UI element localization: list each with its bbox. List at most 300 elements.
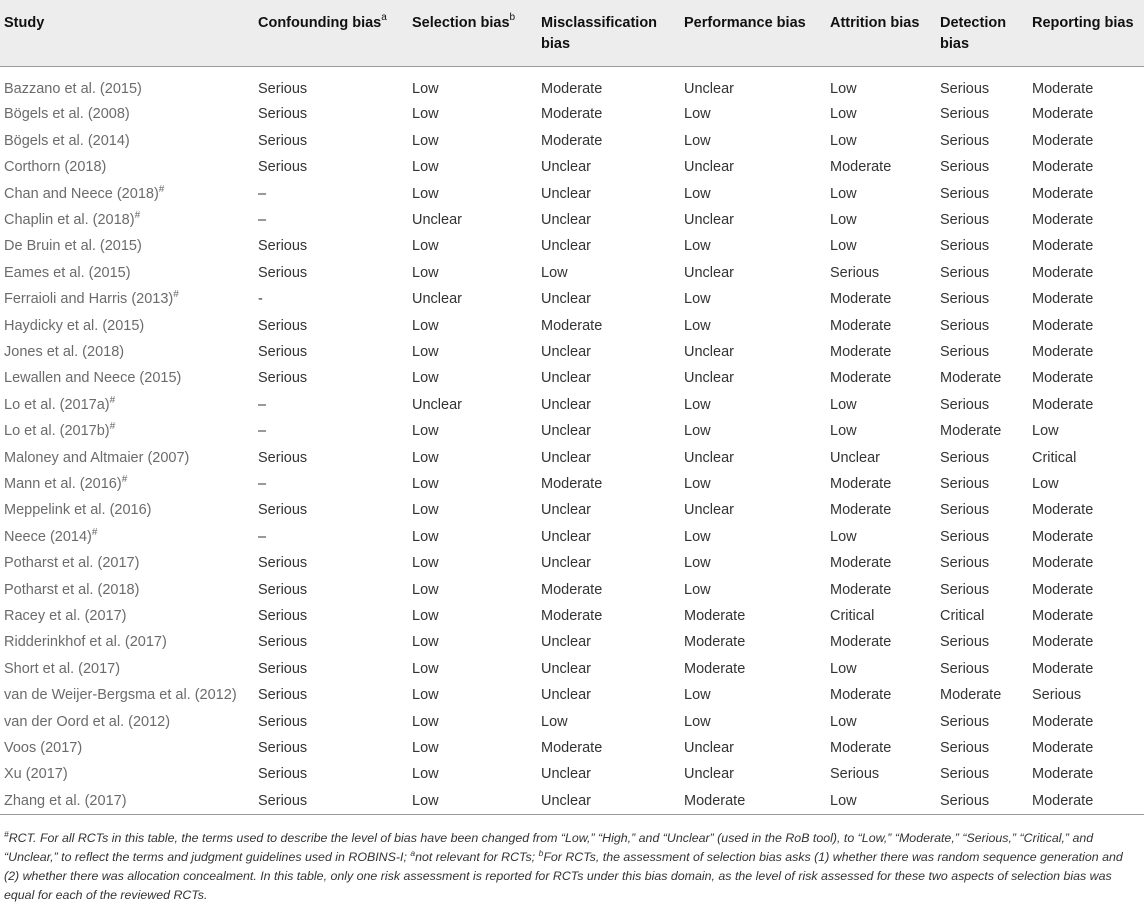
column-header-label: Misclassification bias bbox=[541, 15, 658, 52]
bias-rating-cell: Low bbox=[412, 476, 439, 492]
study-name: Bögels et al. (2014) bbox=[4, 132, 130, 149]
column-header bbox=[4, 13, 254, 34]
table-bottom-rule bbox=[0, 814, 1144, 815]
bias-rating-cell: Serious bbox=[940, 713, 990, 730]
table-row bbox=[0, 497, 1144, 523]
table-row bbox=[0, 682, 1144, 708]
column-header-label: Performance bias bbox=[684, 15, 806, 31]
bias-rating-cell: Unclear bbox=[412, 396, 462, 413]
bias-rating-cell: Serious bbox=[258, 581, 308, 598]
bias-rating-cell: Unclear bbox=[541, 634, 591, 651]
study-cell bbox=[4, 735, 82, 761]
bias-rating-cell: Low bbox=[684, 317, 711, 334]
study-name: Potharst et al. (2018) bbox=[4, 581, 140, 598]
bias-rating-cell: Unclear bbox=[541, 212, 591, 228]
bias-rating-cell: Moderate bbox=[830, 687, 892, 704]
table-row bbox=[0, 181, 1144, 207]
bias-rating-cell: Moderate bbox=[541, 106, 603, 123]
bias-rating-cell: Serious bbox=[258, 660, 308, 677]
study-cell bbox=[4, 603, 127, 629]
table-row bbox=[0, 154, 1144, 180]
study-name: Short et al. (2017) bbox=[4, 660, 121, 677]
table-header bbox=[0, 0, 1144, 66]
study-cell bbox=[4, 471, 127, 497]
bias-rating-cell: Low bbox=[412, 766, 439, 783]
bias-rating-cell: Critical bbox=[940, 608, 985, 624]
bias-rating-cell: Low bbox=[412, 608, 439, 624]
study-cell bbox=[4, 76, 142, 102]
bias-rating-cell: Moderate bbox=[684, 608, 746, 624]
bias-rating-cell: Moderate bbox=[1032, 792, 1094, 809]
bias-rating-cell: Moderate bbox=[684, 660, 746, 677]
bias-rating-cell: Serious bbox=[940, 449, 990, 466]
study-name: Mann et al. (2016) bbox=[4, 476, 122, 492]
bias-rating-cell: Moderate bbox=[541, 81, 603, 97]
table-row bbox=[0, 313, 1144, 339]
bias-rating-cell: Moderate bbox=[830, 634, 892, 651]
bias-rating-cell: Serious bbox=[258, 81, 308, 97]
bias-rating-cell: Serious bbox=[940, 766, 990, 783]
bias-rating-cell: Moderate bbox=[1032, 106, 1094, 123]
study-cell bbox=[4, 524, 97, 550]
footnote-mark-a: a bbox=[410, 847, 416, 858]
rct-mark: # bbox=[109, 394, 116, 406]
bias-rating-cell: Low bbox=[684, 581, 711, 598]
column-header-label: Confounding bias bbox=[258, 15, 382, 31]
table-row bbox=[0, 286, 1144, 312]
study-cell bbox=[4, 629, 167, 655]
rct-mark: # bbox=[134, 210, 141, 222]
bias-rating-cell: Moderate bbox=[1032, 185, 1094, 202]
bias-rating-cell: Moderate bbox=[1032, 713, 1094, 730]
bias-rating-cell: Low bbox=[830, 132, 857, 149]
study-name: Eames et al. (2015) bbox=[4, 264, 131, 281]
table-row bbox=[0, 418, 1144, 444]
bias-rating-cell: Serious bbox=[940, 238, 990, 255]
bias-rating-cell: Serious bbox=[830, 766, 880, 783]
study-name: Chaplin et al. (2018) bbox=[4, 212, 135, 228]
footnote-mark-hash: # bbox=[4, 828, 9, 839]
bias-rating-cell: Unclear bbox=[541, 502, 591, 519]
bias-rating-cell: Unclear bbox=[684, 212, 734, 228]
study-cell bbox=[4, 154, 106, 180]
study-cell bbox=[4, 656, 120, 682]
bias-rating-cell: Low bbox=[412, 687, 439, 704]
bias-rating-cell: Serious bbox=[258, 687, 308, 704]
bias-rating-cell: Low bbox=[412, 423, 439, 440]
bias-rating-cell: Moderate bbox=[1032, 132, 1094, 149]
study-cell bbox=[4, 233, 142, 259]
bias-rating-cell: Serious bbox=[940, 502, 990, 519]
table-row bbox=[0, 101, 1144, 127]
bias-rating-cell: Serious bbox=[940, 132, 990, 149]
rct-mark: # bbox=[173, 289, 179, 301]
column-header-footnote-mark: a bbox=[381, 12, 387, 24]
bias-rating-cell: Serious bbox=[258, 555, 308, 572]
rct-mark: # bbox=[109, 421, 116, 433]
bias-rating-cell: Serious bbox=[940, 106, 990, 123]
bias-rating-cell: Serious bbox=[940, 660, 990, 677]
bias-rating-cell: Serious bbox=[258, 238, 308, 255]
table-row bbox=[0, 656, 1144, 682]
table-row bbox=[0, 392, 1144, 418]
bias-rating-cell: Low bbox=[830, 713, 857, 730]
bias-rating-cell: Low bbox=[830, 660, 857, 677]
column-header-label: Detection bias bbox=[940, 15, 1007, 52]
bias-rating-cell: Low bbox=[412, 528, 439, 545]
bias-rating-cell: Moderate bbox=[1032, 264, 1094, 281]
bias-rating-cell: Low bbox=[412, 449, 439, 466]
bias-rating-cell: Serious bbox=[258, 792, 308, 809]
bias-rating-cell: Unclear bbox=[541, 449, 591, 466]
table-row bbox=[0, 339, 1144, 365]
bias-rating-cell: Unclear bbox=[684, 344, 734, 360]
column-header-label: Attrition bias bbox=[830, 15, 920, 31]
bias-rating-cell: Serious bbox=[258, 608, 308, 624]
bias-rating-cell: Unclear bbox=[684, 766, 734, 783]
study-name: Voos (2017) bbox=[4, 740, 83, 756]
study-name: Maloney and Altmaier (2007) bbox=[4, 449, 190, 466]
bias-rating-cell: Low bbox=[412, 555, 439, 572]
column-header bbox=[1032, 13, 1142, 34]
bias-rating-cell: Unclear bbox=[684, 740, 734, 756]
study-cell bbox=[4, 128, 130, 154]
study-cell bbox=[4, 313, 144, 339]
bias-rating-cell: Unclear bbox=[412, 291, 462, 308]
bias-rating-cell: Unclear bbox=[541, 423, 591, 440]
bias-rating-cell: Low bbox=[830, 396, 857, 413]
bias-rating-cell: – bbox=[258, 185, 267, 202]
bias-rating-cell: Serious bbox=[940, 344, 990, 360]
bias-rating-cell: Unclear bbox=[684, 159, 734, 176]
study-name: Neece (2014) bbox=[4, 528, 92, 545]
bias-rating-cell: Serious bbox=[940, 81, 990, 97]
bias-rating-cell: Unclear bbox=[541, 396, 591, 413]
bias-rating-cell: Low bbox=[412, 81, 439, 97]
table-row bbox=[0, 471, 1144, 497]
bias-rating-cell: – bbox=[258, 212, 267, 228]
bias-rating-cell: Unclear bbox=[541, 766, 591, 783]
column-header bbox=[940, 13, 1028, 55]
bias-rating-cell: Moderate bbox=[830, 291, 892, 308]
bias-rating-cell: Low bbox=[541, 713, 568, 730]
column-header bbox=[541, 13, 681, 55]
bias-rating-cell: Unclear bbox=[541, 185, 591, 202]
bias-rating-cell: Serious bbox=[258, 317, 308, 334]
bias-rating-cell: Moderate bbox=[1032, 555, 1094, 572]
bias-rating-cell: Moderate bbox=[1032, 528, 1094, 545]
bias-rating-cell: Moderate bbox=[940, 423, 1002, 440]
bias-rating-cell: Unclear bbox=[684, 449, 734, 466]
bias-rating-cell: Moderate bbox=[541, 740, 603, 756]
table-row bbox=[0, 550, 1144, 576]
study-name: van de Weijer-Bergsma et al. (2012) bbox=[4, 687, 237, 704]
study-name: Corthorn (2018) bbox=[4, 159, 107, 176]
bias-rating-cell: Low bbox=[830, 423, 857, 440]
bias-rating-cell: Low bbox=[1032, 476, 1059, 492]
bias-rating-cell: Moderate bbox=[1032, 81, 1094, 97]
column-header-label: Study bbox=[4, 15, 45, 31]
bias-rating-cell: Serious bbox=[940, 555, 990, 572]
bias-rating-cell: Moderate bbox=[1032, 740, 1094, 756]
study-name: Bögels et al. (2008) bbox=[4, 106, 130, 123]
study-cell bbox=[4, 101, 130, 127]
bias-rating-cell: Low bbox=[684, 291, 711, 308]
bias-rating-cell: Unclear bbox=[541, 528, 591, 545]
bias-rating-cell: Serious bbox=[258, 159, 308, 176]
bias-rating-cell: Serious bbox=[258, 344, 308, 360]
bias-rating-cell: Moderate bbox=[684, 634, 746, 651]
bias-rating-cell: Serious bbox=[1032, 687, 1082, 704]
bias-rating-cell: Serious bbox=[940, 581, 990, 598]
study-cell bbox=[4, 339, 124, 365]
bias-rating-cell: Moderate bbox=[830, 581, 892, 598]
rct-mark: # bbox=[91, 526, 98, 538]
bias-rating-cell: Low bbox=[684, 132, 711, 149]
bias-rating-cell: Moderate bbox=[1032, 212, 1094, 228]
table-row bbox=[0, 629, 1144, 655]
bias-rating-cell: Moderate bbox=[1032, 344, 1094, 360]
study-cell bbox=[4, 550, 139, 576]
bias-rating-cell: Low bbox=[830, 106, 857, 123]
table-row bbox=[0, 603, 1144, 629]
bias-rating-cell: Moderate bbox=[830, 344, 892, 360]
column-header bbox=[684, 13, 826, 34]
study-cell bbox=[4, 181, 164, 207]
study-cell bbox=[4, 682, 237, 708]
column-header-label: Selection bias bbox=[412, 15, 510, 31]
bias-rating-cell: – bbox=[258, 396, 267, 413]
bias-rating-cell: Serious bbox=[940, 159, 990, 176]
study-cell bbox=[4, 445, 189, 471]
bias-rating-cell: Serious bbox=[258, 264, 308, 281]
bias-rating-cell: Serious bbox=[940, 476, 990, 492]
study-cell bbox=[4, 709, 170, 735]
bias-rating-cell: Moderate bbox=[1032, 159, 1094, 176]
study-cell bbox=[4, 392, 115, 418]
bias-rating-cell: Low bbox=[684, 687, 711, 704]
table-row bbox=[0, 524, 1144, 550]
bias-rating-cell: Unclear bbox=[412, 212, 462, 228]
bias-rating-cell: Moderate bbox=[1032, 581, 1094, 598]
study-cell bbox=[4, 418, 115, 444]
bias-rating-cell: Unclear bbox=[684, 370, 734, 387]
bias-rating-cell: Low bbox=[684, 555, 711, 572]
bias-rating-cell: Low bbox=[830, 238, 857, 255]
bias-rating-cell: Unclear bbox=[684, 502, 734, 519]
bias-rating-cell: Serious bbox=[940, 212, 990, 228]
bias-rating-cell: Moderate bbox=[541, 132, 603, 149]
study-name: Chan and Neece (2018) bbox=[4, 185, 159, 202]
column-header-footnote-mark: b bbox=[509, 12, 516, 24]
study-name: Bazzano et al. (2015) bbox=[4, 81, 142, 97]
column-header-label: Reporting bias bbox=[1032, 15, 1134, 31]
study-cell bbox=[4, 286, 179, 312]
study-name: Zhang et al. (2017) bbox=[4, 792, 127, 809]
table-row bbox=[0, 233, 1144, 259]
study-name: Potharst et al. (2017) bbox=[4, 555, 140, 572]
bias-rating-cell: Low bbox=[412, 792, 439, 809]
bias-rating-cell: Low bbox=[412, 264, 439, 281]
study-cell bbox=[4, 497, 152, 523]
bias-rating-cell: Low bbox=[684, 476, 711, 492]
bias-rating-cell: Low bbox=[412, 159, 439, 176]
bias-rating-cell: Unclear bbox=[541, 687, 591, 704]
bias-rating-cell: Moderate bbox=[541, 476, 603, 492]
bias-rating-cell: Critical bbox=[830, 608, 875, 624]
bias-rating-cell: Serious bbox=[940, 264, 990, 281]
bias-rating-cell: Unclear bbox=[541, 159, 591, 176]
bias-rating-cell: Unclear bbox=[684, 81, 734, 97]
bias-rating-cell: Low bbox=[412, 370, 439, 387]
study-cell bbox=[4, 761, 68, 787]
bias-rating-cell: Low bbox=[412, 344, 439, 360]
bias-rating-cell: Low bbox=[684, 528, 711, 545]
bias-rating-cell: – bbox=[258, 476, 267, 492]
table-row bbox=[0, 761, 1144, 787]
footnote-text-1: RCT. For all RCTs in this table, the terms used to describe the level of bias have been changed from “Low,” “High,” and “Unclear” (used in the RoB tool), to “Low,” “Moderate,” “Serious,” “Critical,” and “Unclear,” to reflect the terms and judgment guidelines used in ROBINS-I; bbox=[4, 831, 1094, 864]
bias-rating-cell: Moderate bbox=[940, 370, 1002, 387]
bias-rating-cell: Moderate bbox=[1032, 660, 1094, 677]
bias-rating-cell: Moderate bbox=[1032, 396, 1094, 413]
bias-rating-cell: Low bbox=[830, 212, 857, 228]
bias-rating-cell: Low bbox=[684, 106, 711, 123]
bias-rating-cell: Serious bbox=[940, 317, 990, 334]
study-cell bbox=[4, 365, 181, 391]
bias-rating-cell: Moderate bbox=[541, 317, 603, 334]
bias-rating-cell: Low bbox=[830, 81, 857, 97]
bias-rating-cell: Low bbox=[684, 713, 711, 730]
column-header bbox=[830, 13, 936, 34]
bias-rating-cell: Unclear bbox=[541, 238, 591, 255]
bias-rating-cell: Serious bbox=[258, 449, 308, 466]
bias-rating-cell: Moderate bbox=[830, 502, 892, 519]
footnote-mark-b: b bbox=[538, 847, 544, 858]
bias-rating-cell: Low bbox=[684, 238, 711, 255]
bias-rating-cell: Moderate bbox=[1032, 370, 1094, 387]
bias-rating-cell: Low bbox=[412, 238, 439, 255]
bias-rating-cell: Serious bbox=[830, 264, 880, 281]
table-row bbox=[0, 788, 1144, 814]
bias-rating-cell: Moderate bbox=[1032, 608, 1094, 624]
bias-rating-cell: Low bbox=[684, 423, 711, 440]
bias-rating-cell: Low bbox=[412, 581, 439, 598]
table-footnote bbox=[4, 829, 1136, 905]
bias-rating-cell: Moderate bbox=[684, 792, 746, 809]
bias-rating-cell: Moderate bbox=[940, 687, 1002, 704]
bias-rating-cell: Moderate bbox=[1032, 291, 1094, 308]
table-row bbox=[0, 207, 1144, 233]
table-row bbox=[0, 577, 1144, 603]
study-name: Haydicky et al. (2015) bbox=[4, 317, 145, 334]
bias-rating-cell: Moderate bbox=[830, 317, 892, 334]
bias-rating-cell: Serious bbox=[258, 634, 308, 651]
bias-rating-cell: Low bbox=[412, 713, 439, 730]
bias-rating-cell: Low bbox=[412, 132, 439, 149]
study-name: Ridderinkhof et al. (2017) bbox=[4, 634, 167, 651]
bias-rating-cell: Unclear bbox=[541, 660, 591, 677]
bias-rating-cell: Low bbox=[684, 185, 711, 202]
bias-rating-cell: Serious bbox=[258, 132, 308, 149]
bias-rating-cell: Unclear bbox=[541, 792, 591, 809]
study-name: De Bruin et al. (2015) bbox=[4, 238, 142, 255]
bias-rating-cell: Unclear bbox=[541, 370, 591, 387]
bias-rating-cell: Serious bbox=[940, 740, 990, 756]
column-header bbox=[412, 13, 537, 34]
bias-rating-cell: Moderate bbox=[1032, 238, 1094, 255]
study-name: Jones et al. (2018) bbox=[4, 344, 125, 360]
bias-rating-cell: Low bbox=[830, 792, 857, 809]
study-name: van der Oord et al. (2012) bbox=[4, 713, 171, 730]
bias-rating-cell: Serious bbox=[258, 713, 308, 730]
bias-rating-cell: Serious bbox=[940, 291, 990, 308]
study-cell bbox=[4, 788, 127, 814]
bias-rating-cell: Low bbox=[830, 528, 857, 545]
table-row bbox=[0, 709, 1144, 735]
bias-rating-cell: Low bbox=[412, 502, 439, 519]
bias-rating-cell: Low bbox=[412, 634, 439, 651]
bias-rating-cell: Moderate bbox=[830, 740, 892, 756]
bias-rating-cell: Unclear bbox=[830, 449, 880, 466]
bias-rating-cell: – bbox=[258, 423, 267, 440]
bias-rating-cell: Low bbox=[412, 660, 439, 677]
table-row bbox=[0, 66, 1144, 102]
bias-rating-cell: Unclear bbox=[541, 344, 591, 360]
footnote-text-2: not relevant for RCTs; bbox=[415, 850, 539, 864]
bias-rating-cell: Moderate bbox=[1032, 766, 1094, 783]
bias-rating-cell: Serious bbox=[258, 106, 308, 123]
bias-rating-cell: Serious bbox=[940, 185, 990, 202]
bias-rating-cell: Moderate bbox=[541, 581, 603, 598]
bias-rating-cell: Serious bbox=[940, 396, 990, 413]
bias-rating-cell: - bbox=[258, 291, 263, 308]
table-row bbox=[0, 365, 1144, 391]
rct-mark: # bbox=[121, 474, 128, 486]
table-row bbox=[0, 128, 1144, 154]
study-name: Lo et al. (2017a) bbox=[4, 396, 110, 413]
bias-rating-cell: Unclear bbox=[541, 291, 591, 308]
study-name: Lewallen and Neece (2015) bbox=[4, 370, 182, 387]
bias-rating-cell: Low bbox=[412, 106, 439, 123]
study-cell bbox=[4, 260, 131, 286]
study-name: Meppelink et al. (2016) bbox=[4, 502, 152, 519]
rct-mark: # bbox=[158, 183, 165, 195]
table-row bbox=[0, 260, 1144, 286]
table-row bbox=[0, 735, 1144, 761]
bias-rating-cell: Moderate bbox=[1032, 634, 1094, 651]
bias-rating-cell: Serious bbox=[940, 528, 990, 545]
footnote-text-3: For RCTs, the assessment of selection bias asks (1) whether there was random sequence generation and (2) whether there was allocation concealment. In this table, only one risk assessment is reported for RCTs under this bias domain, as the level of risk assessed for these two aspects of selection bias was equal for each of the reviewed RCTs. bbox=[4, 850, 1123, 902]
bias-rating-cell: Moderate bbox=[830, 476, 892, 492]
bias-rating-cell: Low bbox=[830, 185, 857, 202]
bias-rating-cell: Low bbox=[412, 317, 439, 334]
bias-rating-cell: Serious bbox=[258, 502, 308, 519]
column-header bbox=[258, 13, 408, 34]
study-name: Ferraioli and Harris (2013) bbox=[4, 291, 174, 308]
table-row bbox=[0, 445, 1144, 471]
bias-rating-cell: Serious bbox=[258, 740, 308, 756]
bias-rating-cell: Low bbox=[412, 740, 439, 756]
bias-rating-cell: Serious bbox=[940, 634, 990, 651]
bias-rating-cell: Unclear bbox=[684, 264, 734, 281]
bias-rating-cell: Moderate bbox=[830, 159, 892, 176]
study-name: Racey et al. (2017) bbox=[4, 608, 127, 624]
bias-rating-cell: Serious bbox=[258, 370, 308, 387]
bias-rating-cell: Low bbox=[541, 264, 568, 281]
study-cell bbox=[4, 577, 139, 603]
bias-rating-cell: Moderate bbox=[1032, 502, 1094, 519]
bias-rating-cell: Moderate bbox=[1032, 317, 1094, 334]
